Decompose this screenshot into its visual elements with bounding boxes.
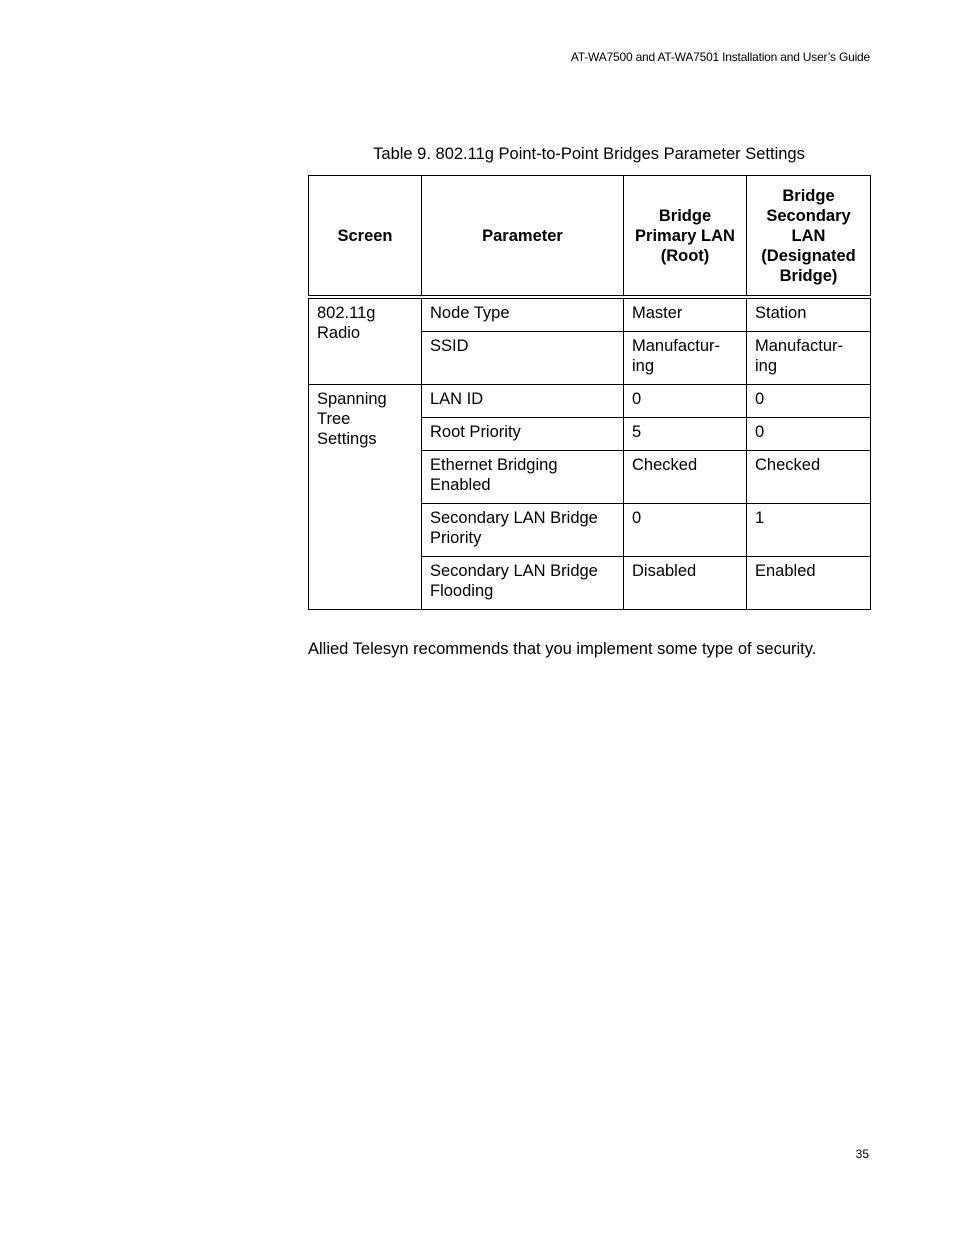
secondary-value-cell: Enabled [747, 557, 871, 610]
parameter-cell: Ethernet Bridging Enabled [422, 451, 624, 504]
parameter-cell: Secondary LAN Bridge Priority [422, 504, 624, 557]
screen-cell-spanning-tree: Spanning Tree Settings [309, 385, 422, 610]
primary-value-cell: Disabled [624, 557, 747, 610]
table-header-row [309, 176, 871, 298]
primary-value-cell: Checked [624, 451, 747, 504]
primary-value-cell: Manufactur- ing [624, 332, 747, 385]
primary-value-cell: 0 [624, 385, 747, 418]
parameter-cell: Node Type [422, 297, 624, 332]
primary-value-cell: Master [624, 297, 747, 332]
parameter-cell: SSID [422, 332, 624, 385]
body-paragraph: Allied Telesyn recommends that you implement some type of security. [308, 639, 817, 658]
secondary-value-cell: 0 [747, 418, 871, 451]
parameter-cell: LAN ID [422, 385, 624, 418]
page-number: 35 [855, 1147, 869, 1161]
parameter-settings-table [308, 175, 871, 610]
column-header-primary-lan: Bridge Primary LAN (Root) [624, 176, 747, 298]
table-caption: Table 9. 802.11g Point-to-Point Bridges Parameter Settings [373, 145, 805, 163]
column-header-screen: Screen [309, 176, 422, 298]
secondary-value-cell: 0 [747, 385, 871, 418]
table-row [309, 297, 871, 332]
column-header-parameter: Parameter [422, 176, 624, 298]
secondary-value-cell: 1 [747, 504, 871, 557]
running-header: AT-WA7500 and AT-WA7501 Installation and User’s Guide [570, 50, 870, 64]
parameter-cell: Secondary LAN Bridge Flooding [422, 557, 624, 610]
screen-cell-radio: 802.11g Radio [309, 297, 422, 385]
primary-value-cell: 5 [624, 418, 747, 451]
secondary-value-cell: Station [747, 297, 871, 332]
parameter-cell: Root Priority [422, 418, 624, 451]
secondary-value-cell: Manufactur- ing [747, 332, 871, 385]
primary-value-cell: 0 [624, 504, 747, 557]
table-row [309, 385, 871, 418]
column-header-secondary-lan: Bridge Secondary LAN (Designated Bridge) [747, 176, 871, 298]
secondary-value-cell: Checked [747, 451, 871, 504]
